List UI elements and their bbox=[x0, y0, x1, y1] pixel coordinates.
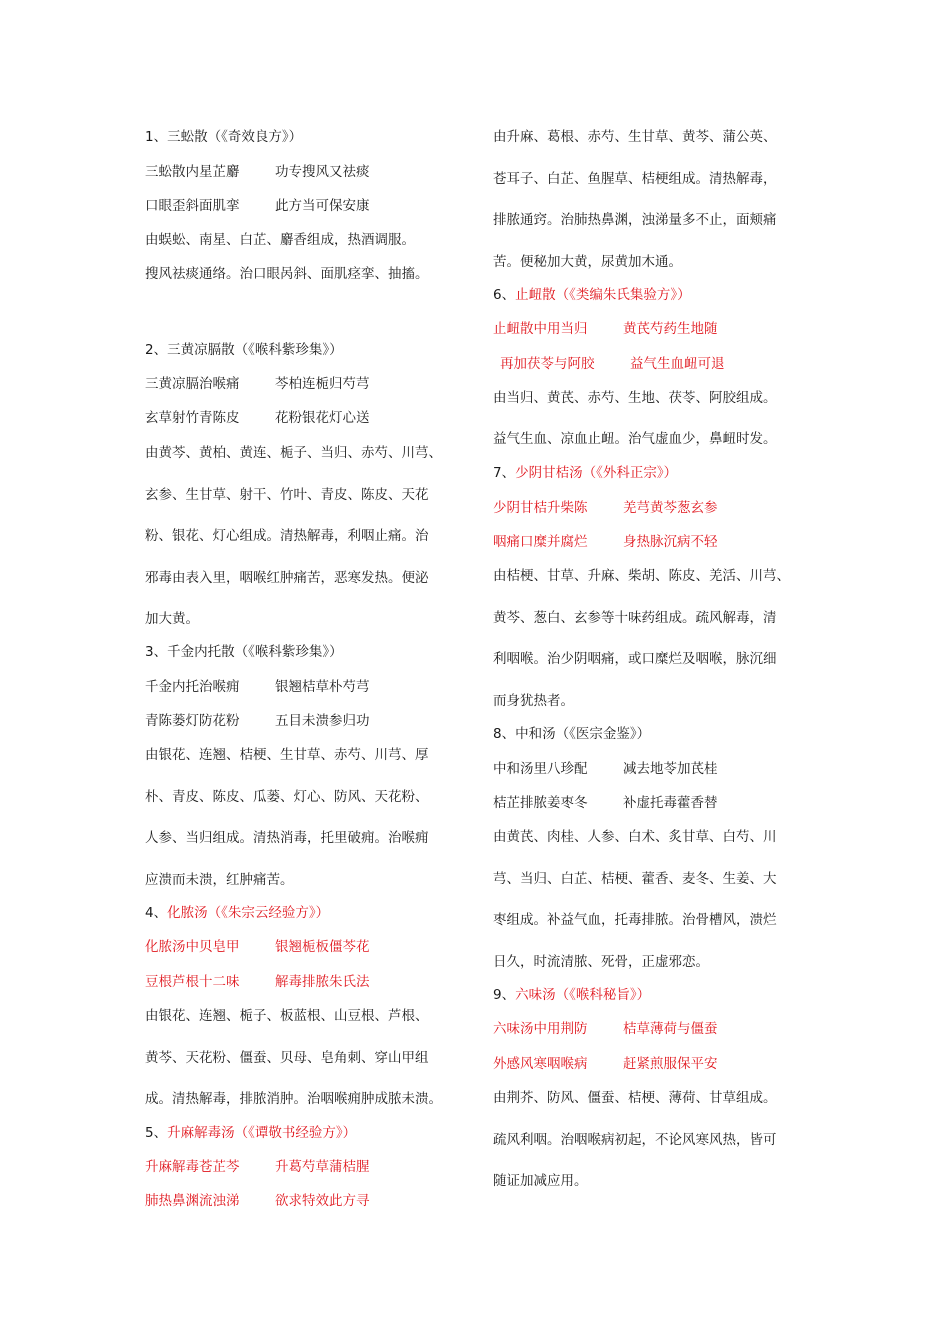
verse-line bbox=[145, 1158, 370, 1176]
description-text: 由银花、连翘、桔梗、生甘草、赤芍、川芎、厚 bbox=[145, 747, 429, 763]
description-text: 由黄芪、肉桂、人参、白术、炙甘草、白芍、川 bbox=[493, 829, 777, 845]
description-text: 粉、银花、灯心组成。清热解毒，利咽止痛。治 bbox=[145, 528, 429, 544]
formula-heading: 2、三黄凉膈散（《喉科紫珍集》） bbox=[145, 342, 343, 358]
description-text: 苦。便秘加大黄，尿黄加木通。 bbox=[493, 254, 682, 270]
formula-heading: 8、中和汤（《医宗金鉴》） bbox=[493, 726, 651, 742]
verse-second-half: 欲求特效此方寻 bbox=[275, 1193, 370, 1209]
verse-line bbox=[493, 499, 718, 517]
heading-number: 4、 bbox=[145, 905, 168, 921]
description-text: 由桔梗、甘草、升麻、柴胡、陈皮、羌活、川芎、 bbox=[493, 568, 790, 584]
description-text: 疏风利咽。治咽喉病初起，不论风寒风热，皆可 bbox=[493, 1132, 777, 1148]
description-text: 玄参、生甘草、射干、竹叶、青皮、陈皮、天花 bbox=[145, 487, 429, 503]
description-text: 应溃而未溃，红肿痛苦。 bbox=[145, 872, 294, 888]
verse-second-half: 减去地苓加芪桂 bbox=[623, 761, 718, 777]
description-text: 由荆芥、防风、僵蚕、桔梗、薄荷、甘草组成。 bbox=[493, 1090, 777, 1106]
verse-first-half: 青陈蒌灯防花粉 bbox=[145, 713, 240, 729]
verse-first-half: 化脓汤中贝皂甲 bbox=[145, 939, 240, 955]
description-text: 枣组成。补益气血，托毒排脓。治骨槽风，溃烂 bbox=[493, 912, 777, 928]
verse-line bbox=[145, 973, 370, 991]
verse-second-half: 黄芪芍药生地随 bbox=[623, 321, 718, 337]
formula-heading bbox=[145, 904, 329, 922]
description-text: 成。清热解毒，排脓消肿。治咽喉痈肿成脓未溃。 bbox=[145, 1091, 442, 1107]
description-text: 人参、当归组成。清热消毒，托里破痈。治喉痈 bbox=[145, 830, 429, 846]
verse-line bbox=[145, 197, 370, 215]
verse-second-half: 五目未溃参归功 bbox=[275, 713, 370, 729]
verse-second-half: 补虚托毒藿香替 bbox=[623, 795, 718, 811]
verse-first-half: 三黄凉膈治喉痛 bbox=[145, 376, 240, 392]
heading-title: 六味汤（《喉科秘旨》） bbox=[515, 987, 651, 1003]
description-text: 而身犹热者。 bbox=[493, 693, 574, 709]
description-text: 由蜈蚣、南星、白芷、麝香组成，热酒调服。 bbox=[145, 232, 415, 248]
verse-second-half: 银翘桔草朴芍芎 bbox=[275, 679, 370, 695]
formula-heading bbox=[493, 986, 650, 1004]
verse-line bbox=[145, 712, 370, 730]
description-text: 由升麻、葛根、赤芍、生甘草、黄芩、蒲公英、 bbox=[493, 129, 777, 145]
description-text: 由黄芩、黄柏、黄连、栀子、当归、赤芍、川芎、 bbox=[145, 445, 442, 461]
verse-line bbox=[145, 409, 370, 427]
verse-second-half: 花粉银花灯心送 bbox=[275, 410, 370, 426]
verse-line bbox=[145, 375, 370, 393]
verse-first-half: 三蚣散内星芷麝 bbox=[145, 164, 240, 180]
description-text: 加大黄。 bbox=[145, 611, 199, 627]
heading-title: 止衄散（《类编朱氏集验方》） bbox=[515, 287, 691, 303]
formula-heading bbox=[493, 286, 691, 304]
verse-first-half: 止衄散中用当归 bbox=[493, 321, 588, 337]
verse-second-half: 羌芎黄芩葱玄参 bbox=[623, 500, 718, 516]
verse-second-half: 桔草薄荷与僵蚕 bbox=[623, 1021, 718, 1037]
heading-title: 化脓汤（《朱宗云经验方》） bbox=[167, 905, 330, 921]
heading-title: 少阴甘桔汤（《外科正宗》） bbox=[515, 465, 678, 481]
verse-first-half: 再加茯苓与阿胶 bbox=[500, 356, 595, 372]
verse-second-half: 升葛芍草蒲桔腥 bbox=[275, 1159, 370, 1175]
verse-line bbox=[493, 1055, 718, 1073]
verse-first-half: 桔芷排脓姜枣冬 bbox=[493, 795, 588, 811]
description-text: 邪毒由表入里，咽喉红肿痛苦，恶寒发热。便泌 bbox=[145, 570, 429, 586]
description-text: 朴、青皮、陈皮、瓜蒌、灯心、防风、天花粉、 bbox=[145, 789, 429, 805]
description-text: 芎、当归、白芷、桔梗、藿香、麦冬、生姜、大 bbox=[493, 871, 777, 887]
formula-heading: 3、千金内托散（《喉科紫珍集》） bbox=[145, 644, 343, 660]
verse-first-half: 外感风寒咽喉病 bbox=[493, 1056, 588, 1072]
description-text: 搜风祛痰通络。治口眼呙斜、面肌痉挛、抽搐。 bbox=[145, 266, 429, 282]
verse-line bbox=[145, 678, 370, 696]
verse-first-half: 中和汤里八珍配 bbox=[493, 761, 588, 777]
verse-first-half: 豆根芦根十二味 bbox=[145, 974, 240, 990]
verse-second-half: 解毒排脓朱氏法 bbox=[275, 974, 370, 990]
verse-second-half: 身热脉沉病不轻 bbox=[623, 534, 718, 550]
verse-first-half: 口眼歪斜面肌挛 bbox=[145, 198, 240, 214]
description-text: 排脓通窍。治肺热鼻渊，浊涕量多不止，面颊痛 bbox=[493, 212, 777, 228]
verse-first-half: 少阴甘桔升柴陈 bbox=[493, 500, 588, 516]
verse-first-half: 千金内托治喉痈 bbox=[145, 679, 240, 695]
formula-heading: 1、三蚣散（《奇效良方》） bbox=[145, 129, 303, 145]
heading-title: 升麻解毒汤（《谭敬书经验方》） bbox=[167, 1125, 357, 1141]
verse-line bbox=[493, 1020, 718, 1038]
formula-heading bbox=[493, 464, 677, 482]
formula-heading bbox=[145, 1124, 356, 1142]
verse-second-half: 此方当可保安康 bbox=[275, 198, 370, 214]
verse-first-half: 咽痛口糜并腐烂 bbox=[493, 534, 588, 550]
verse-line bbox=[500, 355, 725, 373]
description-text: 随证加减应用。 bbox=[493, 1173, 588, 1189]
description-text: 日久，时流清脓、死骨，正虚邪恋。 bbox=[493, 954, 709, 970]
heading-number: 6、 bbox=[493, 287, 516, 303]
verse-second-half: 赶紧煎服保平安 bbox=[623, 1056, 718, 1072]
description-text: 苍耳子、白芷、鱼腥草、桔梗组成。清热解毒， bbox=[493, 171, 777, 187]
verse-first-half: 六味汤中用荆防 bbox=[493, 1021, 588, 1037]
verse-second-half: 银翘栀板僵芩花 bbox=[275, 939, 370, 955]
heading-number: 5、 bbox=[145, 1125, 168, 1141]
verse-first-half: 升麻解毒苍芷芩 bbox=[145, 1159, 240, 1175]
description-text: 黄芩、天花粉、僵蚕、贝母、皂角刺、穿山甲组 bbox=[145, 1050, 429, 1066]
description-text: 益气生血、凉血止衄。治气虚血少，鼻衄时发。 bbox=[493, 431, 777, 447]
description-text: 黄芩、葱白、玄参等十味药组成。疏风解毒，清 bbox=[493, 610, 777, 626]
verse-line bbox=[145, 938, 370, 956]
description-text: 利咽喉。治少阴咽痛，或口糜烂及咽喉，脉沉细 bbox=[493, 651, 777, 667]
description-text: 由当归、黄芪、赤芍、生地、茯苓、阿胶组成。 bbox=[493, 390, 777, 406]
verse-first-half: 玄草射竹青陈皮 bbox=[145, 410, 240, 426]
description-text: 由银花、连翘、栀子、板蓝根、山豆根、芦根、 bbox=[145, 1008, 429, 1024]
verse-second-half: 芩柏连栀归芍芎 bbox=[275, 376, 370, 392]
verse-line bbox=[493, 320, 718, 338]
heading-number: 9、 bbox=[493, 987, 516, 1003]
verse-line bbox=[145, 1192, 370, 1210]
verse-line bbox=[145, 163, 370, 181]
verse-line bbox=[493, 533, 718, 551]
verse-second-half: 益气生血衄可退 bbox=[630, 356, 725, 372]
verse-second-half: 功专搜风又祛痰 bbox=[275, 164, 370, 180]
verse-first-half: 肺热鼻渊流浊涕 bbox=[145, 1193, 240, 1209]
verse-line bbox=[493, 794, 718, 812]
heading-number: 7、 bbox=[493, 465, 516, 481]
verse-line bbox=[493, 760, 718, 778]
